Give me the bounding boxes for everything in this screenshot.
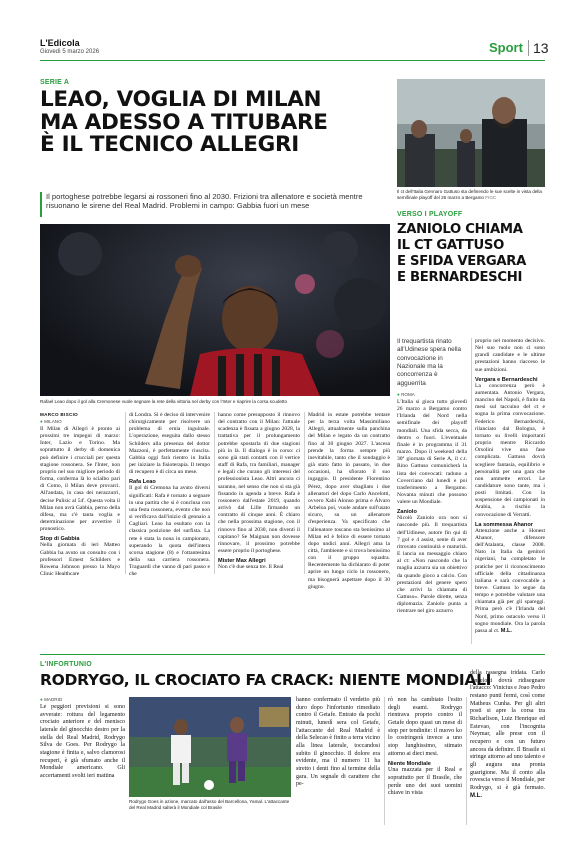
madrid-col2-text: hanno confermato il verdetto più duro dopo l'infortunio rimediato contro il Getafe. Entrato da pochi minuti, lunedì sera col Getafe, l'attaccante del Real Madrid è della Selecao è finito a terra vicino alla linea laterale, toccandosi subito il ginocchio. Il dolore era evidente, ma il numero 11 ha stretto i denti fino al termine della gara. Un segnale di carattere che pe- [296,697,380,788]
milan-headline [40,89,385,157]
section-name: Sport [489,40,523,55]
gattuso-kicker: VERSO I PLAYOFF [397,211,463,218]
gattuso-dateline [397,392,467,397]
column-divider [304,412,305,574]
rodrygo-photo-caption: Rodrygo Goes in azione, marcato dall'asso del Barcellona, Yamal. L'attaccante del Real Madrid salterà il Mondiale col Brasile [129,799,290,810]
milan-column-3 [218,412,300,571]
gattuso-subhead-ahanor: La sommessa Ahanor [475,521,533,528]
issue-date: Giovedì 5 marzo 2026 [40,49,100,55]
gattuso-column-1 [397,338,467,616]
column-divider [214,412,215,574]
madrid-dateline [40,697,125,702]
paper-name: L'Edicola [40,38,80,48]
gattuso-photo-illustration [397,79,545,187]
gattuso-subhead-vergara: Vergara e Bernardeschi [475,376,538,383]
gattuso-col2c-body: Attenzione anche a Honest Ahanor, difensore dell'Atalanta, classe 2008. Nato in Italia da genitori nigeriani, ha completato le pratiche per il riconoscimento ufficiale della cittadinanza italiana e sarà convocabile a breve. Gattuso lo segue da tempo e potrebbe valutare una chiamata già per gli spareggi. Prima però c'è l'Irlanda del Nord, primo ostacolo verso il sogno mondiale. Ora la parola passa al ct. [475,527,545,634]
leao-photo-caption: Rafael Leao dopo il gol alla Cremonese vuole segnare la rete della vittoria nel derby con l'Inter e riaprire la corsa scudetto [40,399,288,404]
rodrygo-photo [129,697,291,797]
madrid-column-4 [470,670,545,800]
madrid-col1-text: Le peggiori previsioni si sono avverate: rottura del legamento crociato anteriore e del menisco laterale del ginocchio destro per la stella del Real Madrid, Rodrygo Silva de Goes. Per Rodrygo la stagione è finita e, salvo clamorosi recuperi, è già sfumato anche il Mondiale americano. Gli accertamenti svolti ieri mattina [40,704,125,780]
gattuso-caption-text: Il ct dell'Italia Gennaro Gattuso sta definendo le sue scelte in vista della semifinale playoff del 26 marzo a Bergamo [397,189,542,200]
milan-summary: Il portoghese potrebbe legarsi ai rossoneri fino al 2030. Frizioni tra allenatore e società mentre risuonano le sirene del Real Madrid. Problemi in campo: Gabbia fuori un mese [46,192,363,211]
gattuso-headline-line-1: ZANIOLO CHIAMA [397,222,523,237]
milan-col1b-text: Nella giornata di ieri Matteo Gabbia ha avuto un consulto con i professori Ernest Schilders e Rowena Johnson presso la Mayo Clinic Healthcare [40,542,120,577]
madrid-column-1 [40,697,125,781]
gattuso-col2b-text: La concorrenza però è aumentata. Antonio Vergara, mancino del Napoli, è finito da mesi sul taccuino del ct e sogna la prima convocazione. Federico Bernardeschi, rilanciato dal Bologna, è tornato su livelli importanti proprio mentre Riccardo Orsolini vive una fase complicata. Gattuso dovrà scegliere fantasia, equilibrio e personalità per una gara che non ammette errori. Le candidature sono tante, ma i posti limitati. Con la sospensione dei campionati in Arabia, a rischio la convocazione di Verratti. [475,382,545,518]
madrid-col4-text [470,670,545,800]
madrid-kicker: L'INFORTUNIO [40,661,92,668]
masthead-divider [528,40,529,56]
milan-subhead-leao: Rafa Leao [129,479,156,486]
gattuso-col2-text: proprio nel momento decisivo. Nel suo ruolo non ci sono grandi candidate e le ultime prestazioni hanno riacceso le sue ambizioni. [475,338,545,373]
milan-headline-line-3: È IL TECNICO ALLEGRI [40,132,299,158]
column-divider [125,412,126,574]
milan-dateline-text: MILANO [44,419,62,424]
milan-kicker: SERIE A [40,79,70,86]
leao-photo-illustration [40,224,390,396]
gattuso-col1-text: L'Italia si gioca tutto giovedì 26 marzo a Bergamo contro l'Irlanda del Nord nella semifinale dei playoff mondiali. Una sfida secca, da dentro o fuori. L'eventuale finale è in programma il 31 marzo. Dopo il weekend della 30ª giornata di Serie A, il c.t. Rino Gattuso comunicherà la lista dei convocati: raduno a Coverciano dal lunedì e poi trasferimento a Bergamo. Novanta minuti che possono valere un Mondiale. [397,398,467,506]
location-pin-icon: ● [40,697,43,702]
leao-photo [40,224,390,396]
milan-col4-text: Madrid in estate potrebbe tentare per la terza volta Massimiliano Allegri, attualmente sulla panchina del Milan e legato da un contratto fino al 30 giugno 2027. L'ascesa prende la forma sempre più inevitabile, tanto che il sondaggio è già stato fatto in passato, in due occasioni, ha sfiorato il suo ingaggio. Il presidente Florentino Pérez, dopo aver sbagliato i due allenatori del dopo Carlo Ancelotti, ovvero Xabi Alonso prima e Álvaro Arbeloa poi, vuole andare sull'usato sicuro, su un allenatore d'esperienza. Va specificato che l'allenatore toscano sta benissimo al Milan ed è felice di essere tornato dopo undici anni. Allegri ama la città, l'ambiente e si trova benissimo con il gruppo squadra. Recentemente ha dichiarato di poter aprire un lungo ciclo in rossonero, ma bisognerà aspettare dopo il 30 giugno. [308,412,390,590]
page-number: 13 [533,40,549,56]
milan-headline-line-2: MA ADESSO A TITUBARE [40,109,328,135]
section-rule [40,654,545,655]
location-pin-icon: ● [397,391,400,397]
milan-column-1 [40,412,120,578]
column-divider [471,338,472,644]
madrid-subhead-mondiale: Niente Mondiale [388,761,431,768]
gattuso-photo [397,79,545,187]
milan-column-2 [129,412,210,578]
gattuso-summary: Il trequartista rinato all'Udinese spera nella convocazione in Nazionale ma la concorrenza è agguerrita [397,338,462,387]
gattuso-headline [397,222,547,286]
madrid-signoff: M.L. [470,792,482,799]
madrid-col3-text: rò non ha cambiato l'esito degli esami. Rodrygo rientrava proprio contro il Getafe dopo quasi un mese di stop per tendinite: il nuovo ko lo costringerà invece a uno stop lunghissimo, stimato attorno ai dieci mesi. [388,697,462,757]
milan-subhead-gabbia: Stop di Gabbia [40,536,80,543]
masthead-rule [40,60,545,61]
gattuso-col1b-text: Nicolò Zaniolo ora non si nasconde più. Il trequartista dell'Udinese, autore fin qui di 7 gol e 4 assist, sente di aver ritrovato continuità e maturità. E lancia un messaggio chiaro al ct: «Non nascondo che la maglia azzurra sia un obiettivo da quando gioco a calcio. Con prestazioni del genere spero che arrivi la chiamata di Gattuso». Parole dirette, senza diplomazia. Zaniolo punta a rientrare nel giro azzurro [397,515,467,615]
madrid-column-2 [296,697,380,789]
gattuso-photo-caption [397,189,545,200]
madrid-headline: RODRYGO, IL CROCIATO FA CRACK: NIENTE MONDIALI [40,671,492,689]
column-divider [466,697,467,825]
gattuso-headline-line-4: E BERNARDESCHI [397,270,523,286]
gattuso-dateline-text: ROMA [401,391,415,397]
milan-byline: MARCO BISCIO [40,412,79,417]
madrid-col4-body: della rassegna iridata. Carlo Ancelotti dovrà ridisegnare l'attacco: Vinicius e Joao Pedro restano punti fermi, così come Matheus Cunha. Per gli altri posti si apre la corsa tra Richarlison, Luiz Henrique ed Estevao, con l'incognita Neymar, alle prese con il recupero e con un futuro ancora da definire. Il Brasile si stringe attorno ad uno talento e gli augura una pronta guarigione. Ma il conto alla rovescia verso il Mondiale, per Rodrygo, si è già fermato. [470,670,545,792]
gattuso-column-2 [475,338,545,635]
milan-col3b-text: Non c'è due senza tre. Il Real [218,564,284,571]
milan-col2-text: di Londra. Si è deciso di intervenire chirurgicamente per risolvere un problema di ernia inguinale. L'operazione, eseguita dallo stesso Schilders alla presenza del dottor Mazzoni, è perfettamente riuscita. Gabbia oggi farà rientro in Italia per iniziare la fisioterapia. Il tempo di recupero è di circa un mese. [129,412,210,476]
milan-col3-text: hanno come presupposto il rinnovo del contratto con il Milan: l'attuale scadenza è fissata a giugno 2028, la trattativa per il prolungamento potrebbe spostarla di due stagioni più in là. Il dialogo è in corso: ci sono già stati contatti con il vertice staff di Rafa, tra familiari, manager e legali che curano gli interessi del professionista Leao. Altri ancora ci saranno, nel senso che non si sta già fissando in agenda a breve. Rafa è rossonero dall'estate 2019, quando arrivò dal Lille firmando un contratto di cinque anni. È chiaro che nella prossima stagione, con il rinnovo fino al 2030, non diventi il capitano? Se Maignan non dovesse rinnovare, il prossimo potrebbe essere proprio il portoghese. [218,412,300,554]
gattuso-subhead-zaniolo: Zaniolo [397,509,417,516]
rodrygo-photo-illustration [129,697,291,797]
milan-summary-bar [40,192,42,217]
milan-col2b-text: Il gol di Cremona ha avuto diversi significati: Rafa è tornato a segnare in una partita che si è conclusa con una festa rossonera, evento che non si verificava dall'inizio di gennaio a Cagliari. Leao ha esultato con la classica posizione del surfista. La rete è stata la nona in campionato, superando la quota dell'intera scorsa stagione (8) e l'ottantesima della sua carriera rossonera. Traguardi che vanno di pari passo e che [129,485,210,578]
milan-dateline [40,419,120,424]
gattuso-headline-line-3: E SFIDA VERGARA [397,254,527,270]
photo-credit: FIGC [485,194,497,200]
madrid-column-3 [388,697,462,798]
madrid-dateline-text: MADRID [44,697,63,702]
milan-headline-line-1: LEAO, VOGLIA DI MILAN [40,87,322,112]
column-divider [384,697,385,825]
location-pin-icon: ● [40,419,43,424]
gattuso-signoff: M.L. [500,627,512,634]
milan-col1-text: Il Milan di Allegri è pronto ai prossimi tre impegni di marzo: Inter, Lazio e Torino. Ma soprattutto il derby di domenica può definire i crucciali per questa stagione rossonera. Se l'Inter, non proprio nel suo migliore periodo di forma, conferma là lo scialbo pari di Como, il Milan deve provarci. All'andata, in casa dei nerazzurri, decise Pulisic al 54'. Questa volta il Milan non avrà Gabbia, perno della difesa, ma c'è tanta voglia e determinazione per avvertire il pronostico. [40,426,120,533]
gattuso-headline-line-2: IL CT GATTUSO [397,238,504,254]
gattuso-col2c-text [475,528,545,635]
milan-subhead-allegri: Mister Max Allegri [218,558,266,565]
madrid-col3b-text: Una mazzata per il Real e soprattutto per il Brasile, che perde uno dei suoi uomini chiave in vista [388,767,462,797]
milan-column-4 [308,412,390,591]
